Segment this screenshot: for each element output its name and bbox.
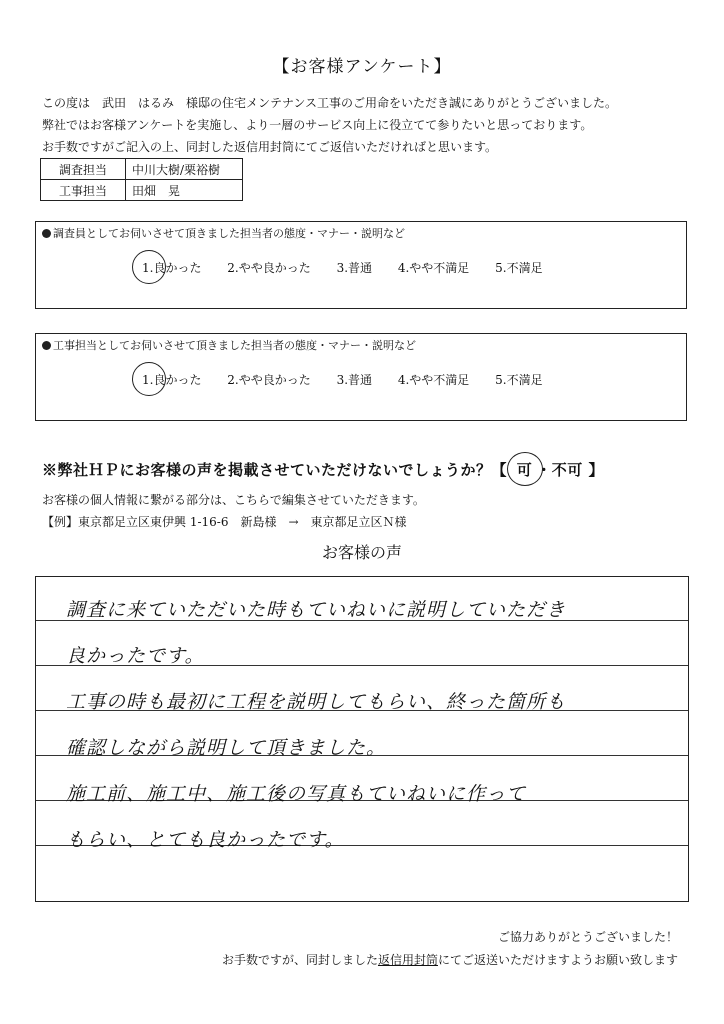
hp-no-option[interactable]: 不可 — [551, 461, 583, 479]
survey-title: 【お客様アンケート】 — [272, 57, 452, 77]
thanks-message: ご協力ありがとうございました！ — [497, 930, 678, 944]
survey-staff-value: 中川大樹/栗裕樹 — [126, 159, 243, 180]
voice-line-3: 工事の時も最初に工程を説明してもらい、終った箇所も — [66, 691, 567, 713]
voice-line-5: 施工前、施工中、施工後の写真もていねいに作って — [66, 783, 527, 805]
selected-circle-icon — [132, 362, 166, 396]
bullet-icon — [42, 229, 51, 238]
question-2-options — [142, 371, 565, 388]
work-staff-value: 田畑 晃 — [126, 180, 243, 201]
q2-option-2[interactable]: 2.やや良かった — [227, 373, 311, 387]
question-1-heading: 調査員としてお伺いさせて頂きました担当者の態度・マナー・説明など — [42, 225, 405, 241]
q2-option-4[interactable]: 4.やや不満足 — [397, 373, 470, 387]
selected-circle-icon — [507, 452, 543, 486]
q2-option-5[interactable]: 5.不満足 — [495, 373, 543, 387]
question-1-options — [142, 259, 565, 276]
question-2-heading: 工事担当としてお伺いさせて頂きました担当者の態度・マナー・説明など — [42, 337, 416, 353]
return-instructions: お手数ですが、同封しました返信用封筒にてご返送いただけますようお願い致します — [221, 953, 678, 967]
intro-line-1: この度は 武田 はるみ 様邸の住宅メンテナンス工事のご用命をいただき誠にありがとうございました。 — [42, 96, 618, 110]
q1-option-5[interactable]: 5.不満足 — [495, 261, 543, 275]
selected-circle-icon — [132, 250, 166, 284]
voice-line-1: 調査に来ていただいた時もていねいに説明していただき — [66, 599, 567, 621]
staff-table — [40, 158, 243, 201]
q1-option-3[interactable]: 3.普通 — [336, 261, 373, 275]
voice-title: お客様の声 — [321, 543, 402, 562]
q2-option-1[interactable]: 1.良かった — [142, 371, 201, 388]
work-staff-label: 工事担当 — [41, 180, 126, 201]
q1-option-2[interactable]: 2.やや良かった — [227, 261, 311, 275]
q1-option-1[interactable]: 1.良かった — [142, 259, 201, 276]
voice-line-4: 確認しながら説明して頂きました。 — [66, 737, 387, 759]
privacy-example: 【例】東京都足立区東伊興 1-16-6 新島様 → 東京都足立区Ｎ様 — [42, 515, 407, 529]
privacy-note: お客様の個人情報に繋がる部分は、こちらで編集させていただきます。 — [42, 493, 425, 507]
voice-line-2: 良かったです。 — [66, 645, 205, 667]
voice-line-6: もらい、とても良かったです。 — [66, 829, 345, 851]
hp-yes-option[interactable]: 可 — [513, 459, 537, 480]
bullet-icon — [42, 341, 51, 350]
q1-option-4[interactable]: 4.やや不満足 — [397, 261, 470, 275]
customer-voice-box — [35, 576, 689, 902]
intro-line-3: お手数ですがご記入の上、同封した返信用封筒にてご返信いただければと思います。 — [42, 140, 498, 154]
q2-option-3[interactable]: 3.普通 — [336, 373, 373, 387]
hp-permission-question: ※弊社ＨＰにお客様の声を掲載させていただけないでしょうか？【 可 ・不可 】 — [42, 459, 604, 480]
intro-line-2: 弊社ではお客様アンケートを実施し、より一層のサービス向上に役立てて参りたいと思っております。 — [42, 118, 593, 132]
question-1-box — [35, 221, 687, 309]
survey-staff-label: 調査担当 — [41, 159, 126, 180]
question-2-box — [35, 333, 687, 421]
